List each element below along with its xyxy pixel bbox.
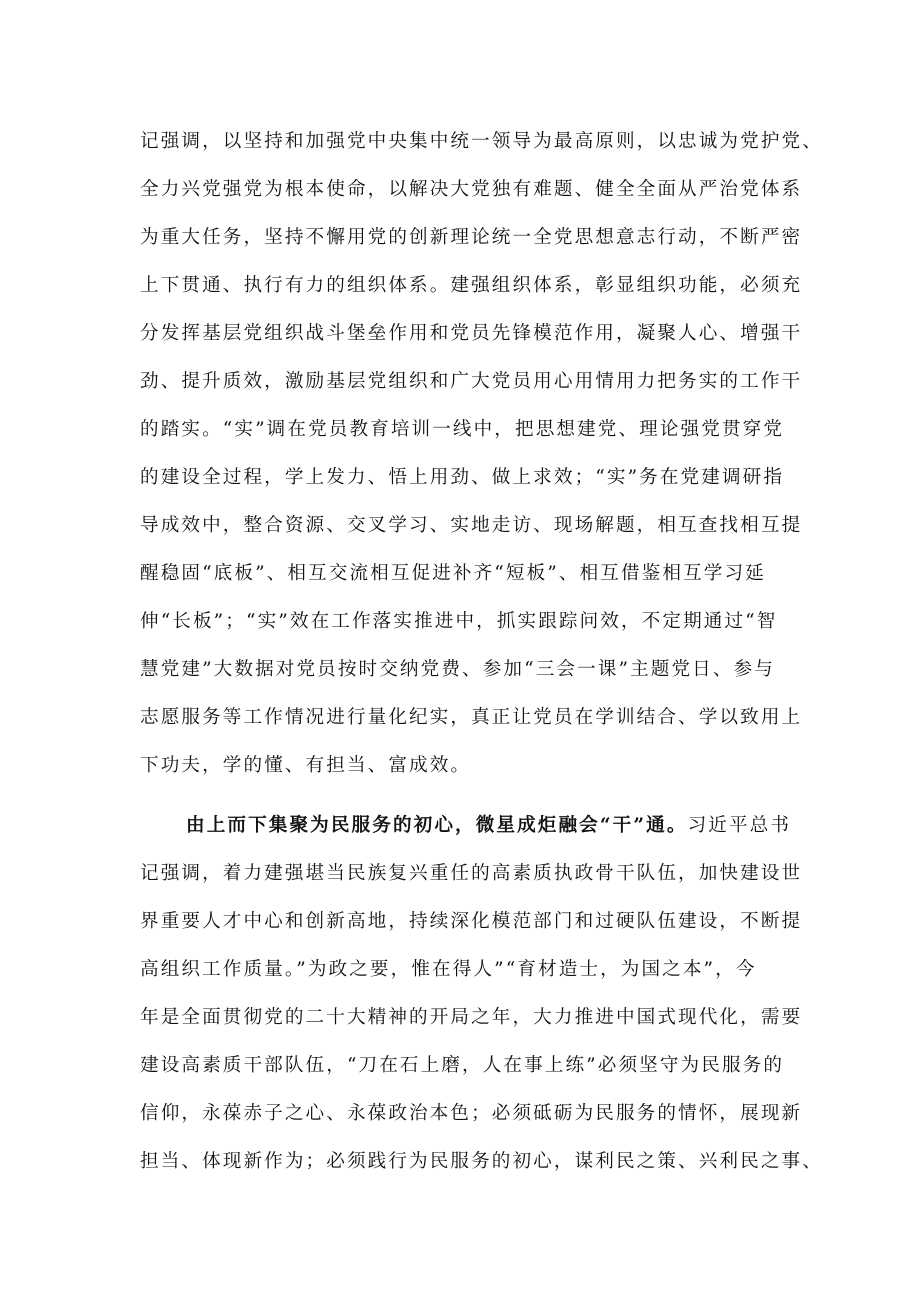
text-line: 高组织工作质量。”为政之要，惟在得人”“育材造士，为国之本”，今 (140, 959, 757, 980)
text-line: 分发挥基层党组织战斗堡垒作用和党员先锋模范作用，凝聚人心、增强干 (140, 323, 803, 344)
text-line: 上下贯通、执行有力的组织体系。建强组织体系，彰显组织功能，必须充 (140, 275, 803, 296)
text-line: 伸“长板”；“实”效在工作落实推进中，抓实跟踪问效，不定期通过“智 (140, 611, 778, 632)
text-line: 年是全面贯彻党的二十大精神的开局之年，大力推进中国式现代化，需要 (140, 1007, 803, 1028)
text-line: 劲、提升质效，激励基层党组织和广大党员用心用情用力把务实的工作干 (140, 371, 803, 392)
text-line: 志愿服务等工作情况进行量化纪实，真正让党员在学训结合、学以致用上 (140, 707, 803, 728)
text-line: 为重大任务，坚持不懈用党的创新理论统一全党思想意志行动，不断严密 (140, 227, 803, 248)
text-run: 习近平总书 (687, 815, 792, 836)
text-line: 记强调，以坚持和加强党中央集中统一领导为最高原则，以忠诚为党护党、 (140, 131, 823, 152)
text-line: 的建设全过程，学上发力、悟上用劲、做上求效；“实”务在党建调研指 (140, 467, 785, 488)
text-line: 导成效中，整合资源、交叉学习、实地走访、现场解题，相互查找相互提 (140, 515, 803, 536)
text-line: 建设高素质干部队伍，“刀在石上磨，人在事上练”必须坚守为民服务的 (140, 1055, 785, 1076)
text-line: 担当、体现新作为；必须践行为民服务的初心，谋利民之策、兴利民之事、 (140, 1151, 823, 1172)
text-line: 界重要人才中心和创新高地，持续深化模范部门和过硬队伍建设，不断提 (140, 911, 803, 932)
text-line: 全力兴党强党为根本使命，以解决大党独有难题、健全全面从严治党体系 (140, 179, 803, 200)
text-line: 记强调，着力建强堪当民族复兴重任的高素质执政骨干队伍，加快建设世 (140, 863, 803, 884)
text-line: 醒稳固“底板”、相互交流相互促进补齐“短板”、相互借鉴相互学习延 (140, 563, 766, 584)
text-line: 的踏实。“实”调在党员教育培训一线中，把思想建党、理论强党贯穿党 (140, 419, 785, 440)
text-line: 信仰，永葆赤子之心、永葆政治本色；必须砥砺为民服务的情怀，展现新 (140, 1103, 803, 1124)
paragraph-heading: 由上而下集聚为民服务的初心，微星成炬融会“干”通。 (186, 815, 688, 836)
text-line: 下功夫，学的懂、有担当、富成效。 (140, 755, 472, 776)
paragraph-first-line (186, 806, 800, 846)
text-line: 慧党建”大数据对党员按时交纳党费、参加“三会一课”主题党日、参与 (140, 659, 775, 680)
